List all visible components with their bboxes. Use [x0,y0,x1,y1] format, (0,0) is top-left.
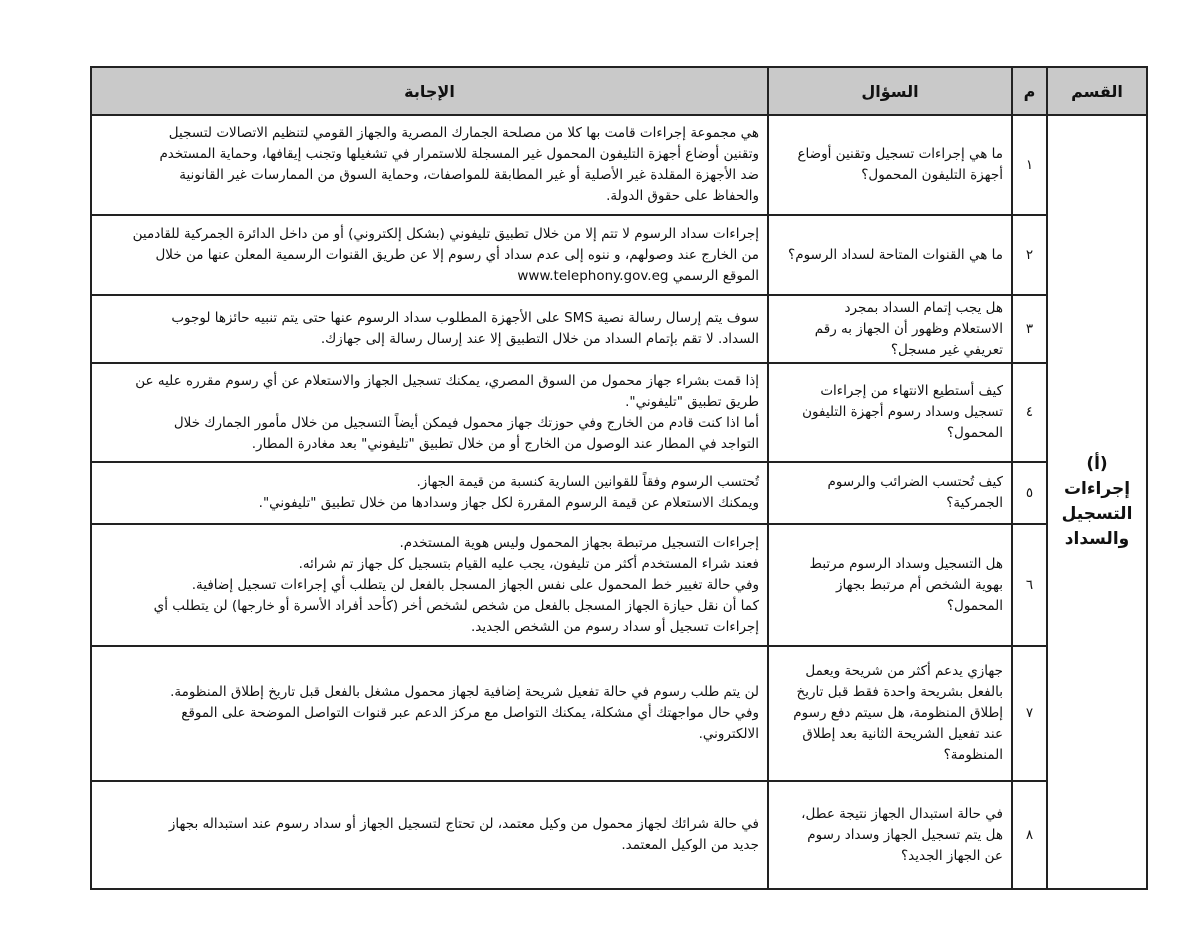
text-line: سوف يتم إرسال رسالة نصية SMS على الأجهزة المطلوب سداد الرسوم عنها حتى يتم تنبيه حائزها لوجوب [171,310,759,326]
question-cell [768,215,1012,295]
text-line: كيف أستطيع الانتهاء من إجراءات [820,383,1003,399]
row-number: ٣ [1012,295,1047,363]
text-line: لن يتم طلب رسوم في حالة تفعيل شريحة إضافية لجهاز محمول مشغل بالفعل قبل تاريخ إطلاق المنظومة. [170,684,759,700]
row-number: ٤ [1012,363,1047,462]
text-line: الموقع الرسمي www.telephony.gov.eg [517,267,759,284]
text-line: أجهزة التليفون المحمول؟ [861,167,1003,183]
text-line: إجراءات [1063,479,1131,499]
text-line: هل يتم تسجيل الجهاز وسداد رسوم [807,826,1003,843]
text-line: تسجيل وسداد رسوم أجهزة التليفون [802,404,1003,420]
row-number: ٥ [1012,462,1047,524]
question-cell [768,524,1012,646]
text-line: التواجد في المطار عند الوصول من الخارج أو من خلال تطبيق "تليفوني" بعد مغادرة المطار. [251,435,759,452]
text-line: جديد من الوكيل المعتمد. [621,837,759,853]
text-line: إجراءات تسجيل أو سداد رسوم من الشخص الجديد. [470,618,759,635]
row-number: ٨ [1012,781,1047,889]
row-number: ٧ [1012,646,1047,781]
text-line: تُحتسب الرسوم وفقاً للقوانين السارية كنسبة من قيمة الجهاز. [416,474,759,490]
text-line: الاستعلام وظهور أن الجهاز به رقم [814,320,1003,337]
header-section: القسم [1047,67,1147,115]
row-number: ٦ [1012,524,1047,646]
answer-cell [91,115,768,215]
question-cell [768,363,1012,462]
answer-cell [91,295,768,363]
text-line: فعند شراء المستخدم أكثر من تليفون، يجب عليه القيام بتسجيل كل جهاز تم شرائه. [298,555,759,572]
header-question: السؤال [768,67,1012,115]
table-row [91,215,1147,295]
text-line: (أ) [1086,454,1108,474]
answer-cell [91,646,768,781]
text-line: إذا قمت بشراء جهاز محمول من السوق المصري، يمكنك تسجيل الجهاز والاستعلام عن أي رسوم مقرره عليه عن [135,372,759,389]
section-cell [1047,115,1147,889]
answer-cell [91,462,768,524]
text-line: ضد الأجهزة المقلدة غير الأصلية أو غير المطابقة للمواصفات، وحماية السوق من الممارسات غير القانونية [179,167,759,183]
text-line: من الخارج عند وصولهم، و ننوه إلى عدم سداد أي رسوم إلا عن طريق القنوات الرسمية المعلن عنها من خلال [155,246,759,263]
question-cell [768,462,1012,524]
text-line: إجراءات سداد الرسوم لا تتم إلا من خلال تطبيق تليفوني (بشكل إلكتروني) أو من داخل الدائرة الجمركية للقادمين [132,225,759,242]
faq-table [90,66,1148,890]
question-cell [768,781,1012,889]
text-line: في حالة شرائك لجهاز محمول من وكيل معتمد، لن تحتاج لتسجيل الجهاز أو سداد رسوم عند استبداله بجهاز [168,816,759,832]
text-line: كما أن نقل حيازة الجهاز المسجل بالفعل من شخص لشخص أخر (كأحد أفراد الأسرة أو خارجها) لن يتطلب أي [153,597,759,614]
question-cell [768,115,1012,215]
table-row [91,462,1147,524]
text-line: طريق تطبيق "تليفوني". [625,393,759,410]
text-line: والسداد [1064,529,1130,549]
text-line: وتقنين أوضاع أجهزة التليفون المحمول غير المسجلة للاستمرار في تشغيلها وتجنب إيقافها، وحماية المستخدم [159,146,759,162]
header-answer: الإجابة [91,67,768,115]
text-line: أما اذا كنت قادم من الخارج وفي حوزتك جهاز محمول فيمكن أيضاً التسجيل من خلال مأمور الجمارك خلال [173,414,759,431]
table-header-row [91,67,1147,115]
text-line: عن الجهاز الجديد؟ [900,847,1003,864]
text-line: جهازي يدعم أكثر من شريحة ويعمل [805,663,1003,679]
header-number: م [1012,67,1047,115]
text-line: بهوية الشخص أم مرتبط بجهاز [835,576,1003,593]
text-line: وفي حال مواجهتك أي مشكلة، يمكنك التواصل مع مركز الدعم عبر قنوات التواصل الموضحة على الموقع [181,705,759,721]
table-row [91,646,1147,781]
table-row [91,781,1147,889]
table-row [91,524,1147,646]
text-line: إطلاق المنظومة، هل سيتم دفع رسوم [793,705,1003,721]
answer-cell [91,524,768,646]
text-line: والحفاظ على حقوق الدولة. [606,188,759,204]
text-line: عند تفعيل الشريحة الثانية بعد إطلاق [802,726,1003,742]
table-row [91,115,1147,215]
text-line: ما هي إجراءات تسجيل وتقنين أوضاع [797,146,1003,162]
row-number: ٢ [1012,215,1047,295]
row-number: ١ [1012,115,1047,215]
text-line: التسجيل [1061,504,1133,524]
text-line: هل يجب إتمام السداد بمجرد [844,299,1003,316]
text-line: المحمول؟ [946,425,1003,441]
answer-cell [91,781,768,889]
text-line: بالفعل بشريحة واحدة فقط قبل تاريخ [796,684,1003,700]
text-line: ما هي القنوات المتاحة لسداد الرسوم؟ [788,246,1003,263]
answer-cell [91,215,768,295]
table-row [91,363,1147,462]
text-line: إجراءات التسجيل مرتبطة بجهاز المحمول وليس هوية المستخدم. [399,534,759,551]
answer-cell [91,363,768,462]
text-line: في حالة استبدال الجهاز نتيجة عطل، [801,805,1003,822]
text-line: ويمكنك الاستعلام عن قيمة الرسوم المقررة لكل جهاز وسدادها من خلال تطبيق "تليفوني". [258,495,759,511]
question-cell [768,295,1012,363]
question-cell [768,646,1012,781]
text-line: كيف تُحتسب الضرائب والرسوم [827,474,1003,490]
text-line: الجمركية؟ [946,495,1003,511]
text-line: السداد. لا تقم بإتمام السداد من خلال التطبيق إلا عند إرسال رسالة إلى جهازك. [320,331,759,347]
text-line: هل التسجيل وسداد الرسوم مرتبط [809,555,1003,572]
text-line: وفي حالة تغيير خط المحمول على نفس الجهاز المسجل بالفعل لن يتطلب أي إجراءات تسجيل إضافية. [191,576,759,593]
text-line: تعريفي غير مسجل؟ [890,341,1003,358]
text-line: المنظومة؟ [943,747,1003,763]
table-row [91,295,1147,363]
text-line: المحمول؟ [946,597,1003,614]
text-line: هي مجموعة إجراءات قامت بها كلا من مصلحة الجمارك المصرية والجهاز القومي لتنظيم الاتصالات لتسجيل [168,125,759,141]
text-line: الالكتروني. [698,726,759,742]
